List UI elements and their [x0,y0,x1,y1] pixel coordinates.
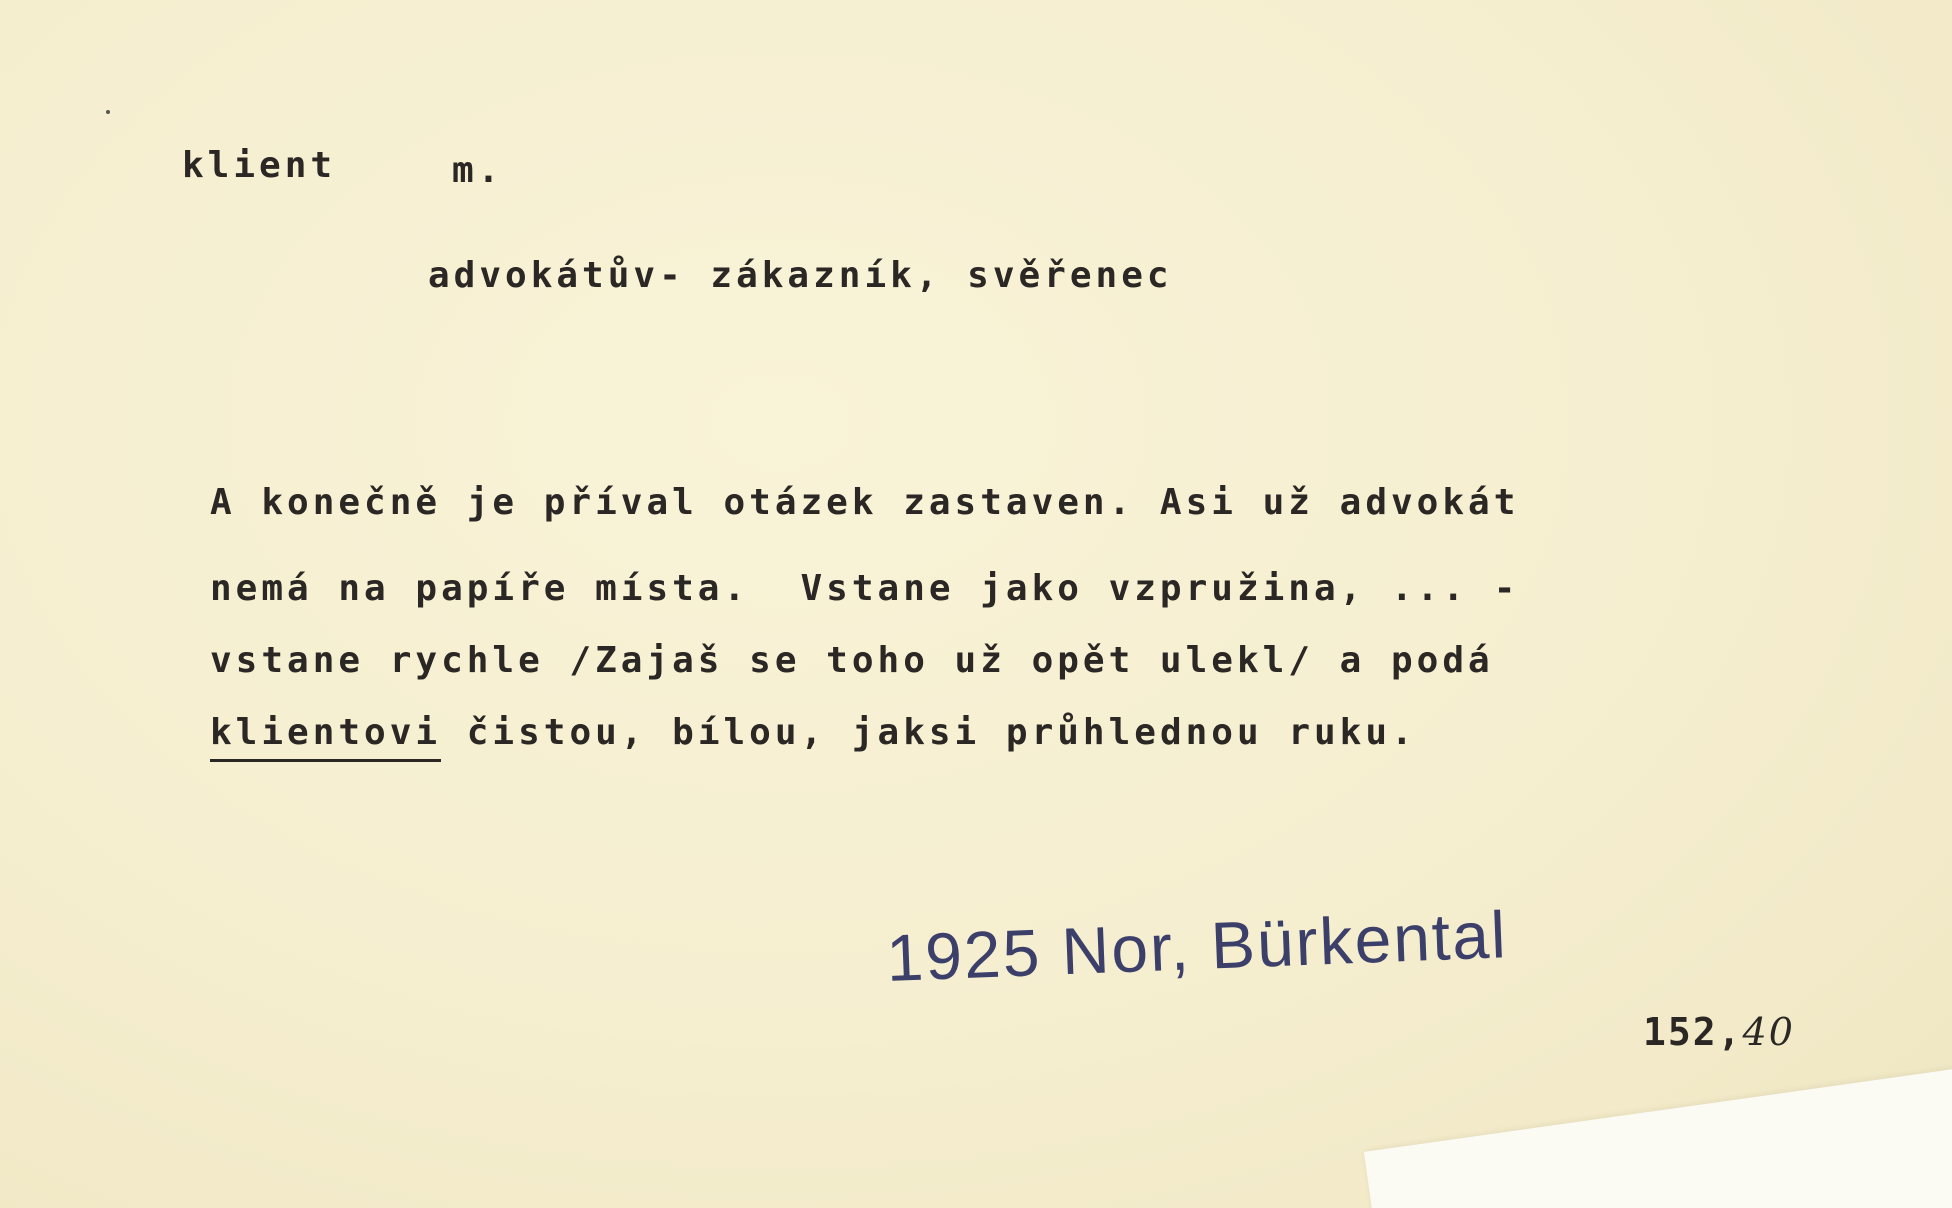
page-reference [1643,1010,1795,1054]
paper-corner [1364,1066,1952,1208]
page-number-typed: 152, [1643,1010,1743,1054]
source-stamp: 1925 Nor, Bürkental [885,897,1509,996]
quote-line-4 [210,712,1417,762]
grammatical-gender: m. [452,150,504,191]
paper-speck [106,110,110,114]
page-number-handwritten: 40 [1742,1010,1795,1054]
quote-line-2: nemá na papíře místa. Vstane jako vzpružina, ... - [210,568,1520,609]
quote-line-1: A konečně je příval otázek zastaven. Asi už advokát [210,482,1520,523]
quote-line-4-rest: čistou, bílou, jaksi průhlednou ruku. [441,712,1417,753]
underlined-headword-occurrence: klientovi [210,712,441,762]
definition: advokátův- zákazník, svěřenec [428,255,1173,296]
headword: klient [182,145,337,186]
quote-line-3: vstane rychle /Zajaš se toho už opět ulekl/ a podá [210,640,1494,681]
